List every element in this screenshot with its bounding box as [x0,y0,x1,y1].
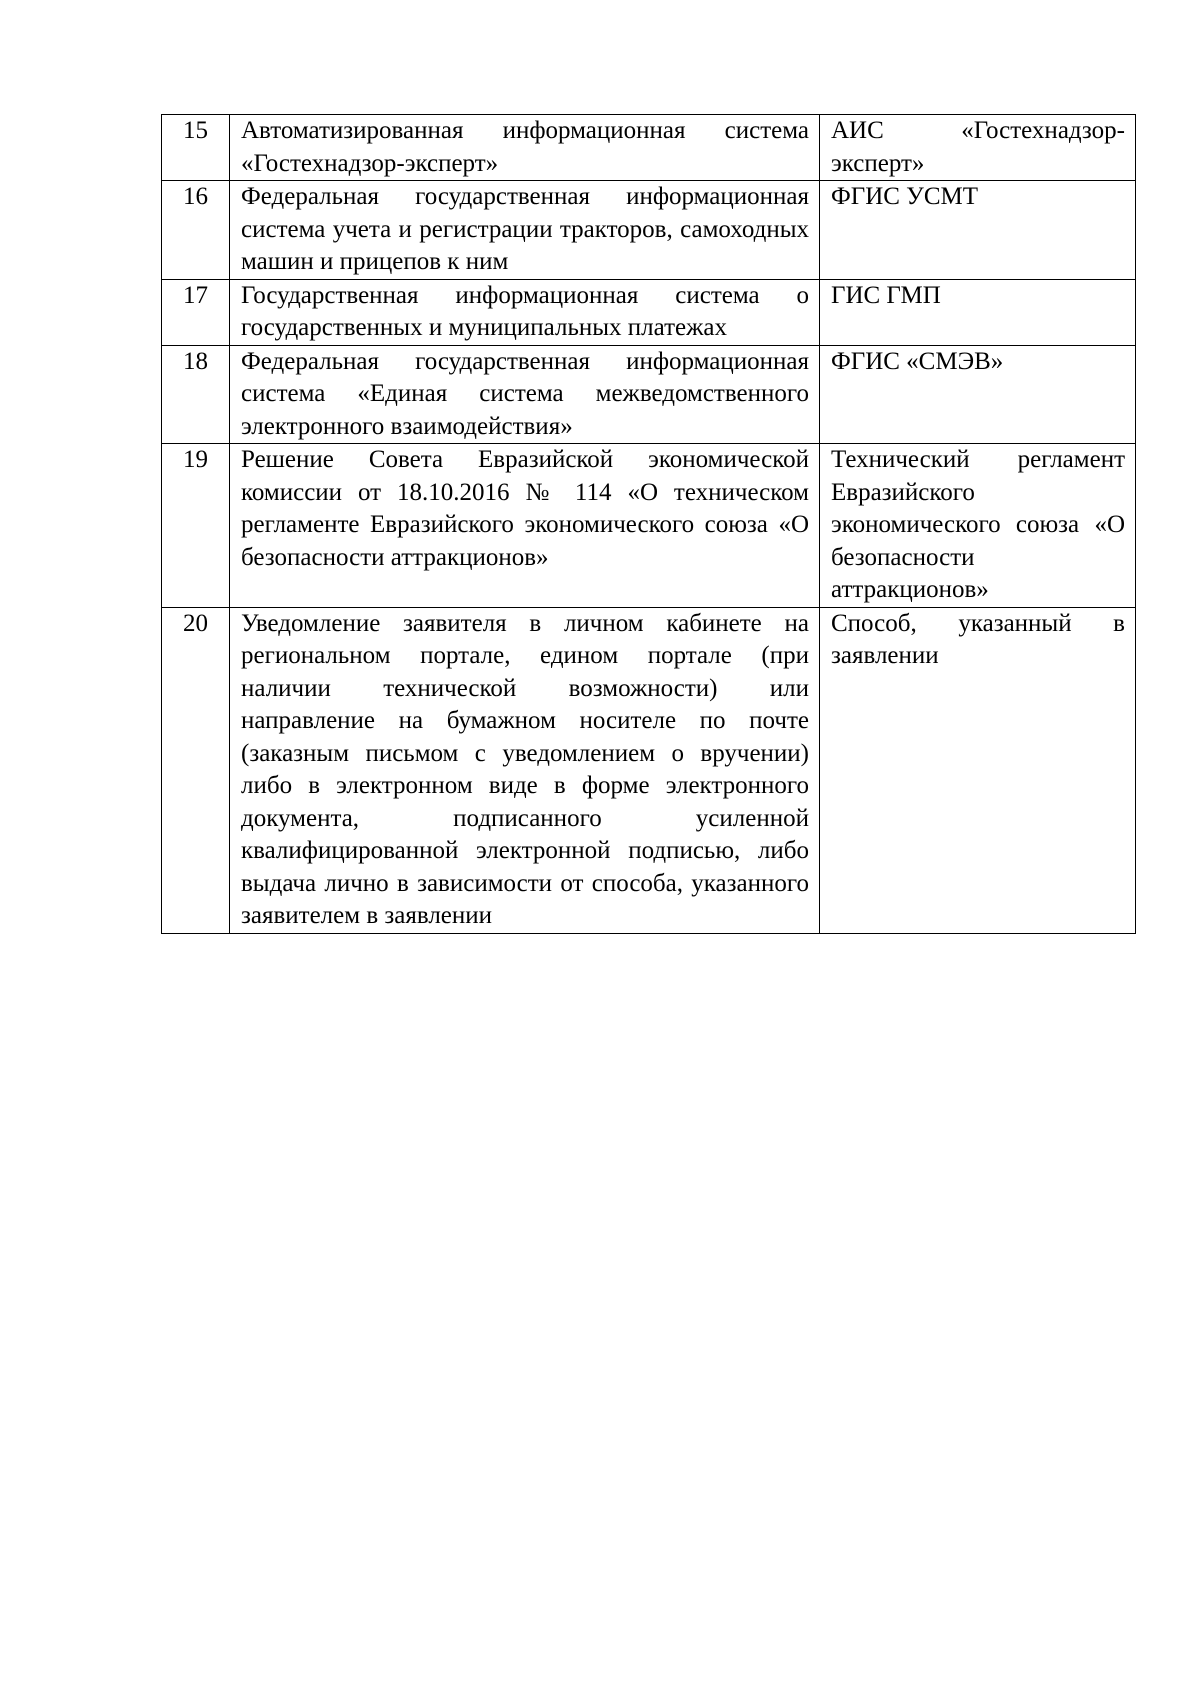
system-full-name: Решение Совета Евразийской экономической комиссии от 18.10.2016 № 114 «О техническом регламенте Евразийского экономического союза «О безопасности аттракционов» [230,444,820,608]
system-short-name: Технический регламент Евразийского экономического союза «О безопасности аттракционов» [820,444,1136,608]
table-row [162,345,1136,444]
system-full-name: Автоматизированная информационная система «Гостехнадзор-эксперт» [230,115,820,181]
system-short-name: Способ, указанный в заявлении [820,607,1136,933]
row-number: 19 [162,444,230,608]
row-number: 16 [162,181,230,280]
row-number: 20 [162,607,230,933]
row-number: 15 [162,115,230,181]
table-row [162,279,1136,345]
system-short-name: ФГИС УСМТ [820,181,1136,280]
row-number: 18 [162,345,230,444]
table-row [162,607,1136,933]
table-row [162,444,1136,608]
row-number: 17 [162,279,230,345]
system-full-name: Уведомление заявителя в личном кабинете на региональном портале, едином портале (при наличии технической возможности) или направление на бумажном носителе по почте (заказным письмом с уведомлением о вручении) либо в электронном виде в форме электронного документа, подписанного усиленной квалифицированной электронной подписью, либо выдача лично в зависимости от способа, указанного заявителем в заявлении [230,607,820,933]
system-full-name: Федеральная государственная информационная система «Единая система межведомственного электронного взаимодействия» [230,345,820,444]
systems-table [161,114,1136,934]
table-row [162,181,1136,280]
system-short-name: АИС «Гостехнадзор-эксперт» [820,115,1136,181]
system-full-name: Государственная информационная система о государственных и муниципальных платежах [230,279,820,345]
system-short-name: ГИС ГМП [820,279,1136,345]
system-full-name: Федеральная государственная информационная система учета и регистрации тракторов, самоходных машин и прицепов к ним [230,181,820,280]
table-row [162,115,1136,181]
system-short-name: ФГИС «СМЭВ» [820,345,1136,444]
